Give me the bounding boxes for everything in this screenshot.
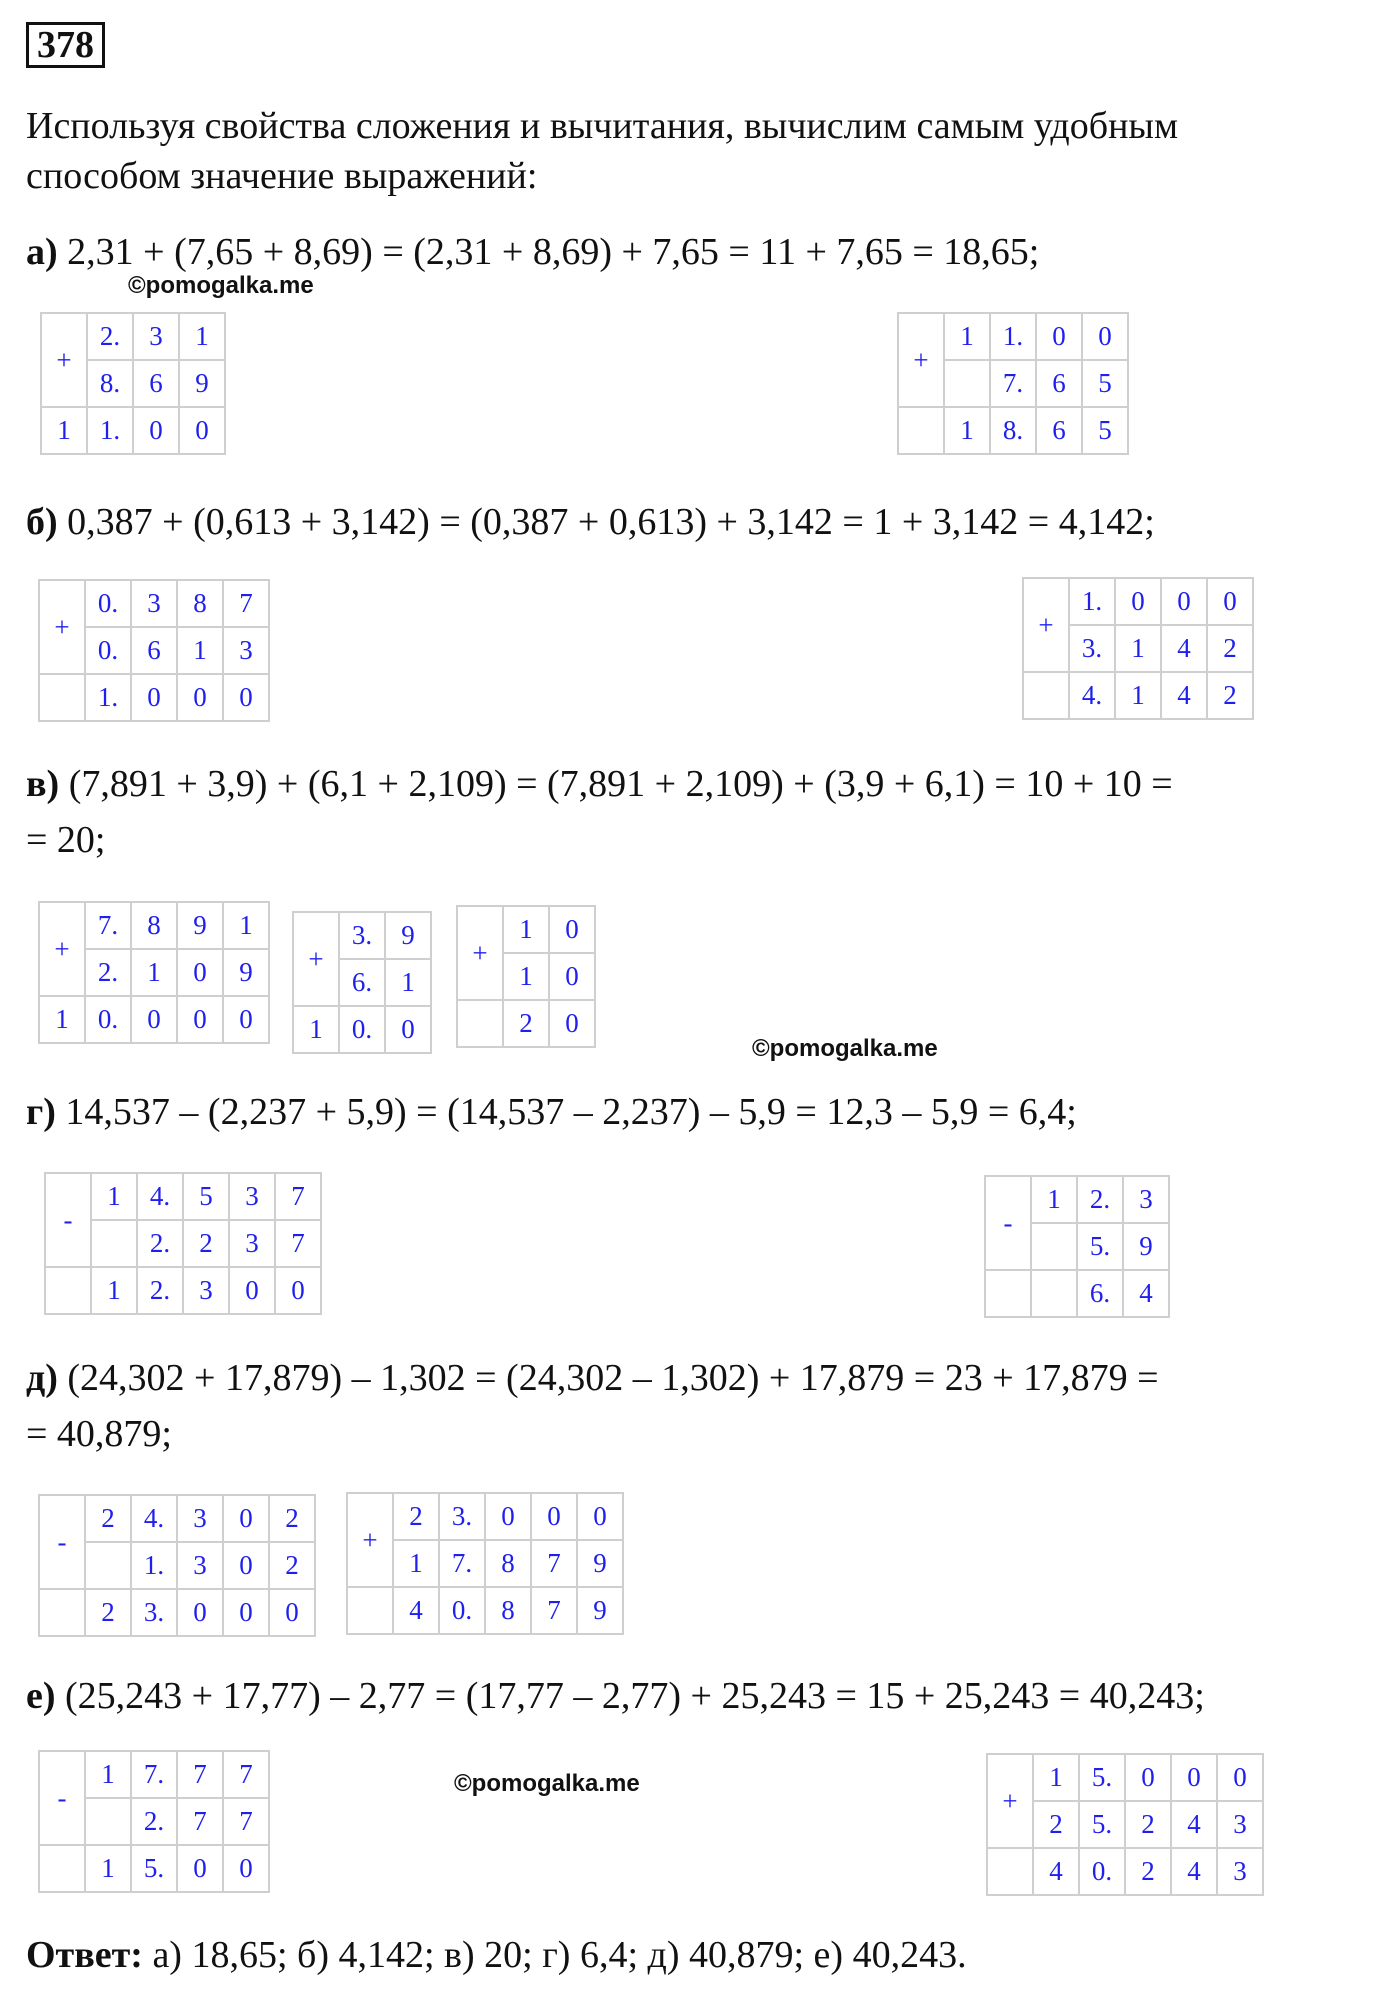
digit-cell: 9 [385, 912, 431, 959]
operation-sign: - [45, 1173, 91, 1267]
digit-cell: 2 [269, 1542, 315, 1589]
part-v-label: в) [26, 763, 60, 805]
digit-cell: 9 [223, 949, 269, 996]
column-calc-g2 [984, 1175, 1170, 1318]
digit-cell: 0 [131, 674, 177, 721]
digit-cell [944, 360, 990, 407]
digit-cell: 3 [133, 313, 179, 360]
digit-cell: 0 [131, 996, 177, 1043]
digit-cell: 0 [177, 1589, 223, 1636]
digit-cell: 0 [1115, 578, 1161, 625]
operand-row [39, 902, 269, 949]
result-row [987, 1848, 1263, 1895]
operand-row [39, 1751, 269, 1798]
digit-cell: 1 [1115, 672, 1161, 719]
digit-cell: 0 [223, 1542, 269, 1589]
digit-cell: 2 [503, 1000, 549, 1047]
digit-cell: 0 [177, 674, 223, 721]
column-calc-d1 [38, 1494, 316, 1637]
part-g-line1: 14,537 – (2,237 + 5,9) = (14,537 – 2,237) – 5,9 = 12,3 – 5,9 = 6,4; [65, 1091, 1077, 1133]
problem-number: 378 [26, 22, 105, 68]
digit-cell: 7 [531, 1587, 577, 1634]
operation-sign: + [293, 912, 339, 1006]
operand-row [39, 580, 269, 627]
digit-cell: 2 [85, 1589, 131, 1636]
digit-cell: 0 [1036, 313, 1082, 360]
digit-cell: 2. [131, 1798, 177, 1845]
digit-cell [85, 1798, 131, 1845]
digit-cell: 4 [1033, 1848, 1079, 1895]
column-calc-v2 [292, 911, 432, 1054]
digit-cell: 4 [1161, 672, 1207, 719]
part-a-line1: 2,31 + (7,65 + 8,69) = (2,31 + 8,69) + 7,65 = 11 + 7,65 = 18,65; [67, 231, 1040, 273]
digit-cell: 4 [393, 1587, 439, 1634]
digit-cell [45, 1267, 91, 1314]
digit-cell: 3 [1217, 1848, 1263, 1895]
digit-cell: 0. [85, 996, 131, 1043]
digit-cell: 0. [339, 1006, 385, 1053]
digit-cell: 8 [485, 1587, 531, 1634]
digit-cell: 1. [1069, 578, 1115, 625]
digit-cell: 1 [944, 407, 990, 454]
digit-cell: 0. [1079, 1848, 1125, 1895]
operation-sign: + [457, 906, 503, 1000]
digit-cell: 1 [1115, 625, 1161, 672]
digit-cell: 1 [91, 1267, 137, 1314]
digit-cell [39, 1589, 85, 1636]
column-calc-v1 [38, 901, 270, 1044]
digit-cell: 1 [503, 906, 549, 953]
digit-cell: 7 [275, 1173, 321, 1220]
digit-cell: 1 [39, 996, 85, 1043]
part-g-expression [26, 1086, 1077, 1138]
operation-sign: - [985, 1176, 1031, 1270]
result-row [39, 996, 269, 1043]
digit-cell: 1 [177, 627, 223, 674]
part-d-line2: = 40,879; [26, 1413, 172, 1455]
digit-cell: 4 [1171, 1848, 1217, 1895]
digit-cell [39, 674, 85, 721]
digit-cell: 2 [85, 1495, 131, 1542]
digit-cell: 3. [339, 912, 385, 959]
operation-sign: + [898, 313, 944, 407]
digit-cell: 0 [485, 1493, 531, 1540]
digit-cell: 3 [1123, 1176, 1169, 1223]
digit-cell: 0 [133, 407, 179, 454]
digit-cell: 7. [131, 1751, 177, 1798]
digit-cell: 8. [87, 360, 133, 407]
digit-cell: 0 [1161, 578, 1207, 625]
column-calc-g1 [44, 1172, 322, 1315]
digit-cell: 2 [393, 1493, 439, 1540]
operand-row [39, 1495, 315, 1542]
operation-sign: + [347, 1493, 393, 1587]
digit-cell: 1 [85, 1751, 131, 1798]
watermark: ©pomogalka.me [128, 272, 314, 299]
digit-cell: 0 [223, 996, 269, 1043]
digit-cell: 2 [1207, 625, 1253, 672]
digit-cell: 0 [229, 1267, 275, 1314]
digit-cell: 3 [1217, 1801, 1263, 1848]
digit-cell: 2. [85, 949, 131, 996]
digit-cell: 0 [179, 407, 225, 454]
digit-cell: 2 [269, 1495, 315, 1542]
operand-row [45, 1173, 321, 1220]
digit-cell [85, 1542, 131, 1589]
column-calc-d2 [346, 1492, 624, 1635]
digit-cell: 6 [1036, 360, 1082, 407]
digit-cell: 7 [531, 1540, 577, 1587]
digit-cell: 0 [275, 1267, 321, 1314]
answer-line [26, 1929, 967, 1981]
digit-cell: 3 [223, 627, 269, 674]
digit-cell: 1. [87, 407, 133, 454]
digit-cell: 2 [183, 1220, 229, 1267]
operand-row [41, 313, 225, 360]
result-row [41, 407, 225, 454]
digit-cell: 0 [1207, 578, 1253, 625]
digit-cell [347, 1587, 393, 1634]
operation-sign: - [39, 1495, 85, 1589]
digit-cell: 0 [1082, 313, 1128, 360]
digit-cell: 9 [177, 902, 223, 949]
digit-cell: 0 [1125, 1754, 1171, 1801]
operation-sign: + [1023, 578, 1069, 672]
digit-cell: 2. [1077, 1176, 1123, 1223]
digit-cell: 4. [131, 1495, 177, 1542]
digit-cell: 1 [179, 313, 225, 360]
digit-cell: 0 [531, 1493, 577, 1540]
operation-sign: - [39, 1751, 85, 1845]
column-calc-b1 [38, 579, 270, 722]
digit-cell: 4. [1069, 672, 1115, 719]
digit-cell: 0 [577, 1493, 623, 1540]
digit-cell: 7 [177, 1798, 223, 1845]
operation-sign: + [41, 313, 87, 407]
operand-row [985, 1176, 1169, 1223]
digit-cell: 4 [1171, 1801, 1217, 1848]
digit-cell: 5 [1082, 360, 1128, 407]
part-b-line1: 0,387 + (0,613 + 3,142) = (0,387 + 0,613) + 3,142 = 1 + 3,142 = 4,142; [67, 501, 1155, 543]
digit-cell: 1 [91, 1173, 137, 1220]
part-d-line1: (24,302 + 17,879) – 1,302 = (24,302 – 1,302) + 17,879 = 23 + 17,879 = [67, 1357, 1159, 1399]
digit-cell: 3. [131, 1589, 177, 1636]
digit-cell [1031, 1270, 1077, 1317]
result-row [39, 674, 269, 721]
digit-cell: 1 [41, 407, 87, 454]
digit-cell: 1 [131, 949, 177, 996]
intro-line-2: способом значение выражений: [26, 155, 538, 197]
digit-cell: 7 [275, 1220, 321, 1267]
digit-cell [457, 1000, 503, 1047]
result-row [39, 1845, 269, 1892]
operand-row [1023, 578, 1253, 625]
part-v-line1: (7,891 + 3,9) + (6,1 + 2,109) = (7,891 + 2,109) + (3,9 + 6,1) = 10 + 10 = [68, 763, 1173, 805]
digit-cell: 0 [549, 1000, 595, 1047]
intro-line-1: Используя свойства сложения и вычитания, вычислим самым удобным [26, 105, 1178, 147]
digit-cell: 7 [223, 1751, 269, 1798]
digit-cell: 4. [137, 1173, 183, 1220]
part-v-expression [26, 758, 1173, 810]
digit-cell: 1 [944, 313, 990, 360]
operand-row [987, 1754, 1263, 1801]
part-e-line1: (25,243 + 17,77) – 2,77 = (17,77 – 2,77) + 25,243 = 15 + 25,243 = 40,243; [65, 1675, 1205, 1717]
column-calc-b2 [1022, 577, 1254, 720]
digit-cell: 1 [393, 1540, 439, 1587]
digit-cell: 6 [1036, 407, 1082, 454]
digit-cell: 2 [1125, 1848, 1171, 1895]
answer-label: Ответ: [26, 1934, 143, 1976]
result-row [985, 1270, 1169, 1317]
column-calc-v3 [456, 905, 596, 1048]
part-e-label: е) [26, 1675, 56, 1717]
digit-cell: 5 [183, 1173, 229, 1220]
digit-cell: 1. [990, 313, 1036, 360]
digit-cell: 1. [131, 1542, 177, 1589]
part-g-label: г) [26, 1091, 56, 1133]
digit-cell: 3. [439, 1493, 485, 1540]
digit-cell [985, 1270, 1031, 1317]
operand-row [293, 912, 431, 959]
digit-cell: 4 [1161, 625, 1207, 672]
digit-cell [1031, 1223, 1077, 1270]
digit-cell: 9 [1123, 1223, 1169, 1270]
digit-cell: 0. [439, 1587, 485, 1634]
digit-cell: 0 [177, 949, 223, 996]
digit-cell: 8 [485, 1540, 531, 1587]
watermark: ©pomogalka.me [454, 1770, 640, 1797]
operand-row [457, 906, 595, 953]
column-calc-a1 [40, 312, 226, 455]
result-row [898, 407, 1128, 454]
digit-cell: 3 [131, 580, 177, 627]
digit-cell: 0 [1171, 1754, 1217, 1801]
digit-cell: 2. [87, 313, 133, 360]
digit-cell: 0. [85, 627, 131, 674]
digit-cell: 3 [183, 1267, 229, 1314]
digit-cell: 6. [339, 959, 385, 1006]
digit-cell: 0 [385, 1006, 431, 1053]
digit-cell: 1 [1033, 1754, 1079, 1801]
digit-cell: 0 [223, 1845, 269, 1892]
digit-cell: 9 [577, 1587, 623, 1634]
result-row [45, 1267, 321, 1314]
digit-cell: 2 [1125, 1801, 1171, 1848]
digit-cell: 0 [177, 1845, 223, 1892]
part-d-label: д) [26, 1357, 58, 1399]
digit-cell: 0 [223, 1495, 269, 1542]
digit-cell: 0. [85, 580, 131, 627]
operation-sign: + [987, 1754, 1033, 1848]
digit-cell: 3. [1069, 625, 1115, 672]
digit-cell [91, 1220, 137, 1267]
digit-cell: 1 [503, 953, 549, 1000]
part-d-expression [26, 1352, 1159, 1404]
digit-cell: 5. [1079, 1754, 1125, 1801]
digit-cell: 7 [177, 1751, 223, 1798]
digit-cell: 1 [85, 1845, 131, 1892]
digit-cell [898, 407, 944, 454]
digit-cell: 2. [137, 1220, 183, 1267]
result-row [347, 1587, 623, 1634]
digit-cell: 1 [293, 1006, 339, 1053]
digit-cell: 8. [990, 407, 1036, 454]
digit-cell: 7 [223, 580, 269, 627]
part-e-expression [26, 1670, 1205, 1722]
digit-cell: 0 [177, 996, 223, 1043]
digit-cell: 0 [269, 1589, 315, 1636]
digit-cell [987, 1848, 1033, 1895]
digit-cell: 5 [1082, 407, 1128, 454]
digit-cell: 1 [1031, 1176, 1077, 1223]
digit-cell: 4 [1123, 1270, 1169, 1317]
part-a-expression [26, 226, 1039, 278]
digit-cell: 5. [1077, 1223, 1123, 1270]
digit-cell: 0 [1217, 1754, 1263, 1801]
digit-cell: 2 [1033, 1801, 1079, 1848]
operation-sign: + [39, 580, 85, 674]
part-b-expression [26, 496, 1155, 548]
part-a-label: а) [26, 231, 58, 273]
digit-cell: 8 [177, 580, 223, 627]
operand-row [898, 313, 1128, 360]
digit-cell: 6. [1077, 1270, 1123, 1317]
digit-cell: 0 [223, 1589, 269, 1636]
digit-cell: 6 [131, 627, 177, 674]
digit-cell [39, 1845, 85, 1892]
column-calc-a2 [897, 312, 1129, 455]
digit-cell: 3 [177, 1542, 223, 1589]
digit-cell: 7. [439, 1540, 485, 1587]
digit-cell: 0 [223, 674, 269, 721]
digit-cell: 9 [179, 360, 225, 407]
digit-cell: 7 [223, 1798, 269, 1845]
operand-row [347, 1493, 623, 1540]
digit-cell: 6 [133, 360, 179, 407]
digit-cell: 8 [131, 902, 177, 949]
digit-cell: 3 [229, 1220, 275, 1267]
digit-cell: 5. [131, 1845, 177, 1892]
result-row [457, 1000, 595, 1047]
result-row [293, 1006, 431, 1053]
digit-cell: 7. [990, 360, 1036, 407]
digit-cell: 2 [1207, 672, 1253, 719]
digit-cell: 2. [137, 1267, 183, 1314]
operation-sign: + [39, 902, 85, 996]
part-b-label: б) [26, 501, 58, 543]
digit-cell: 7. [85, 902, 131, 949]
digit-cell: 9 [577, 1540, 623, 1587]
digit-cell: 0 [549, 953, 595, 1000]
digit-cell: 3 [177, 1495, 223, 1542]
column-calc-e2 [986, 1753, 1264, 1896]
digit-cell: 1. [85, 674, 131, 721]
result-row [1023, 672, 1253, 719]
digit-cell: 3 [229, 1173, 275, 1220]
part-v-line2: = 20; [26, 819, 106, 861]
result-row [39, 1589, 315, 1636]
digit-cell: 5. [1079, 1801, 1125, 1848]
column-calc-e1 [38, 1750, 270, 1893]
digit-cell: 1 [223, 902, 269, 949]
digit-cell: 1 [385, 959, 431, 1006]
digit-cell: 0 [549, 906, 595, 953]
digit-cell [1023, 672, 1069, 719]
watermark: ©pomogalka.me [752, 1035, 938, 1062]
answer-text: а) 18,65; б) 4,142; в) 20; г) 6,4; д) 40,879; е) 40,243. [142, 1934, 967, 1976]
